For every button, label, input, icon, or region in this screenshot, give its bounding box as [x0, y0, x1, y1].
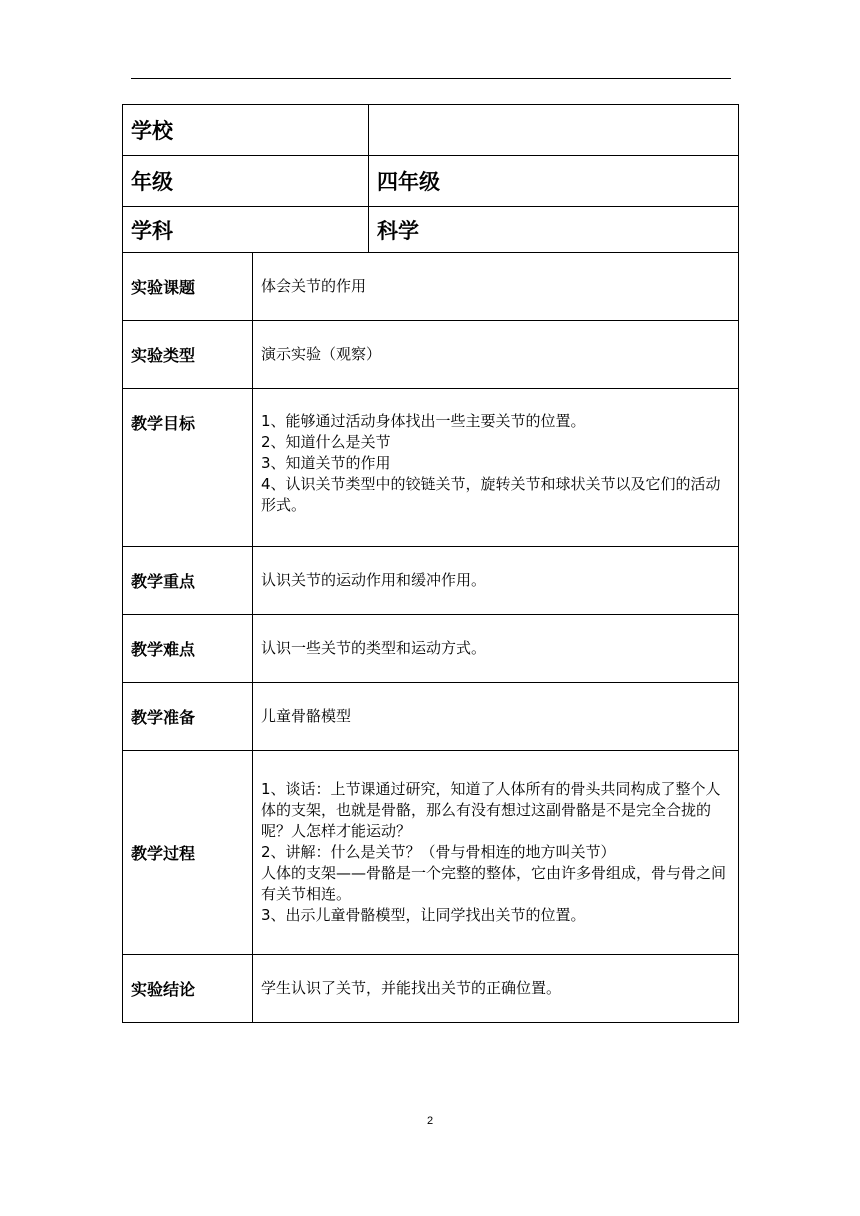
- process-line: 1、谈话：上节课通过研究，知道了人体所有的骨头共同构成了整个人体的支架，也就是骨骼，那么有没有想过这副骨骼是不是完全合拢的呢？人怎样才能运动？: [261, 780, 721, 840]
- difficulties-row: [123, 615, 739, 683]
- goals-line: 2、知道什么是关节: [261, 433, 391, 451]
- school-row: [123, 105, 739, 156]
- type-row: [123, 321, 739, 389]
- goals-label: 教学目标: [123, 389, 253, 547]
- process-line: 3、出示儿童骨骼模型，让同学找出关节的位置。: [261, 906, 586, 924]
- goals-line: 3、知道关节的作用: [261, 454, 391, 472]
- process-label: 教学过程: [123, 751, 253, 955]
- key-points-label: 教学重点: [123, 547, 253, 615]
- difficulties-value: 认识一些关节的类型和运动方式。: [253, 615, 739, 683]
- topic-value: 体会关节的作用: [253, 253, 739, 321]
- process-value: [253, 751, 739, 955]
- grade-value: 四年级: [369, 156, 739, 207]
- subject-row: [123, 207, 739, 253]
- preparation-label: 教学准备: [123, 683, 253, 751]
- conclusion-value: 学生认识了关节，并能找出关节的正确位置。: [253, 955, 739, 1023]
- goals-line: 4、认识关节类型中的铰链关节，旋转关节和球状关节以及它们的活动形式。: [261, 475, 721, 514]
- school-value: [369, 105, 739, 156]
- school-label: 学校: [123, 105, 369, 156]
- topic-row: [123, 253, 739, 321]
- lesson-table: [122, 104, 739, 1023]
- process-row: [123, 751, 739, 955]
- type-value: 演示实验（观察）: [253, 321, 739, 389]
- subject-label: 学科: [123, 207, 369, 253]
- key-points-value: 认识关节的运动作用和缓冲作用。: [253, 547, 739, 615]
- goals-line: 1、能够通过活动身体找出一些主要关节的位置。: [261, 412, 586, 430]
- page-number: 2: [426, 1115, 434, 1127]
- subject-value: 科学: [369, 207, 739, 253]
- conclusion-row: [123, 955, 739, 1023]
- topic-label: 实验课题: [123, 253, 253, 321]
- grade-row: [123, 156, 739, 207]
- header-rule: [131, 78, 731, 79]
- process-line: 人体的支架——骨骼是一个完整的整体，它由许多骨组成，骨与骨之间有关节相连。: [261, 864, 727, 903]
- goals-row: [123, 389, 739, 547]
- conclusion-label: 实验结论: [123, 955, 253, 1023]
- preparation-row: [123, 683, 739, 751]
- goals-value: [253, 389, 739, 547]
- difficulties-label: 教学难点: [123, 615, 253, 683]
- key-points-row: [123, 547, 739, 615]
- process-line: 2、讲解：什么是关节？（骨与骨相连的地方叫关节）: [261, 843, 616, 861]
- preparation-value: 儿童骨骼模型: [253, 683, 739, 751]
- type-label: 实验类型: [123, 321, 253, 389]
- grade-label: 年级: [123, 156, 369, 207]
